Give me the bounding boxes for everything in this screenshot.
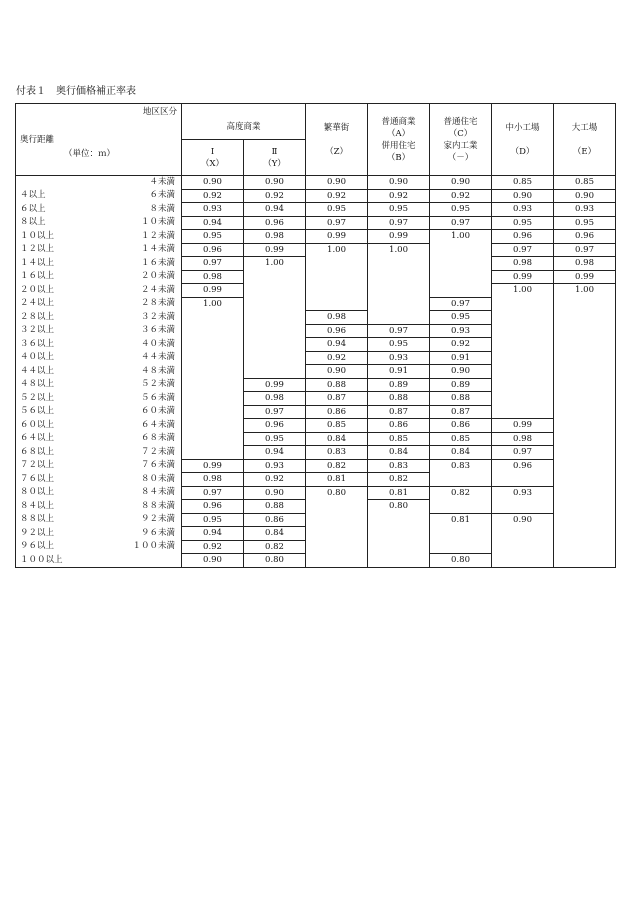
rate-cell-chusho: 0.96 [492,459,554,486]
rate-cell-futsu-jutaku: 0.80 [430,554,492,568]
rate-cell-koudo-2: 0.93 [244,459,306,473]
rate-cell-koudo-1: 0.99 [182,284,244,298]
rate-cell-futsu-shogyo: 0.92 [368,189,430,203]
depth-range-cell [16,216,182,230]
rate-cell-koudo-2: 0.96 [244,419,306,433]
rate-cell-chusho: 0.99 [492,419,554,433]
depth-to: ６０未満 [140,406,175,416]
depth-to: ４８未満 [140,365,175,376]
depth-range-cell [16,473,182,487]
depth-from: ６４以上 [20,433,55,443]
rate-cell-futsu-jutaku: 0.91 [430,351,492,365]
rate-cell-koudo-1: 0.98 [182,270,244,284]
depth-range-cell [16,230,182,244]
rate-cell-futsu-jutaku: 0.84 [430,446,492,460]
rate-cell-futsu-jutaku: 0.92 [430,189,492,203]
rate-cell-koudo-1: 0.90 [182,176,244,190]
depth-range-cell [16,392,182,406]
depth-from: ４８以上 [20,379,55,389]
depth-from: ３６以上 [20,338,55,349]
rate-cell-futsu-jutaku: 0.95 [430,311,492,325]
depth-range-cell [16,446,182,460]
depth-from: １６以上 [20,271,55,281]
rate-cell-futsu-jutaku: 0.95 [430,203,492,217]
rate-cell-chusho: 0.85 [492,176,554,190]
rate-cell-koudo-2: 0.98 [244,392,306,406]
rate-cell-futsu-shogyo: 0.91 [368,365,430,379]
depth-from: ３２以上 [20,325,55,335]
rate-cell-dai: 0.97 [554,243,616,257]
table-body [16,176,616,568]
rate-cell-hanka: 0.98 [306,311,368,325]
table-row [16,230,616,244]
rate-cell-koudo-1: 1.00 [182,297,244,459]
rate-cell-koudo-1: 0.92 [182,540,244,554]
rate-cell-chusho: 0.95 [492,216,554,230]
rate-cell-koudo-2: 0.99 [244,243,306,257]
rate-cell-futsu-shogyo: 0.84 [368,446,430,460]
depth-from: ６０以上 [20,419,55,430]
depth-range-cell [16,324,182,338]
header-koudo: 高度商業 [182,104,306,140]
header-futsu-shogyo: 普通商業 （A） 併用住宅 （B） [368,104,430,176]
rate-cell-futsu-shogyo: 0.95 [368,203,430,217]
depth-from: ７２以上 [20,460,55,470]
rate-cell-dai: 0.95 [554,216,616,230]
rate-cell-futsu-shogyo: 0.88 [368,392,430,406]
rate-cell-futsu-shogyo: 0.82 [368,473,430,487]
depth-from: １０以上 [20,230,55,241]
table-row [16,459,616,473]
table-row [16,446,616,460]
depth-to: ９６未満 [140,527,175,538]
rate-cell-futsu-shogyo: 0.80 [368,500,430,568]
rate-cell-dai: 1.00 [554,284,616,568]
rate-cell-koudo-1: 0.97 [182,257,244,271]
rate-cell-koudo-1: 0.93 [182,203,244,217]
rate-cell-futsu-shogyo: 0.83 [368,459,430,473]
header-chusho: 中小工場 （D） [492,104,554,176]
rate-cell-hanka: 0.95 [306,203,368,217]
rate-cell-hanka: 0.92 [306,189,368,203]
rate-cell-koudo-1: 0.95 [182,230,244,244]
rate-cell-koudo-2: 0.96 [244,216,306,230]
district-label: 地区区分 [142,107,177,117]
rate-cell-koudo-2: 0.82 [244,540,306,554]
depth-to: １６未満 [140,257,175,268]
depth-range-cell [16,527,182,541]
rate-cell-dai: 0.96 [554,230,616,244]
table-row [16,189,616,203]
rate-cell-futsu-shogyo: 0.99 [368,230,430,244]
depth-range-cell [16,540,182,554]
rate-cell-futsu-jutaku: 0.82 [430,486,492,513]
rate-cell-futsu-shogyo: 0.90 [368,176,430,190]
depth-to: ２８未満 [140,298,175,308]
table-row [16,203,616,217]
rate-cell-dai: 0.85 [554,176,616,190]
rate-cell-futsu-jutaku: 0.90 [430,176,492,190]
rate-cell-hanka: 0.96 [306,324,368,338]
depth-to: ７６未満 [140,460,175,470]
depth-to: １００未満 [132,541,175,551]
table-caption: 付表１ 奥行価格補正率表 [16,86,136,97]
rate-cell-hanka: 0.84 [306,432,368,446]
unit-label: （単位：ｍ） [64,149,116,159]
rate-cell-futsu-shogyo: 0.87 [368,405,430,419]
depth-range-cell [16,554,182,568]
depth-range-cell [16,203,182,217]
depth-to: ８８未満 [140,500,175,511]
rate-cell-koudo-1: 0.94 [182,216,244,230]
rate-cell-hanka: 0.83 [306,446,368,460]
rate-cell-koudo-1: 0.94 [182,527,244,541]
rate-cell-futsu-jutaku: 0.85 [430,432,492,446]
depth-from: ２０以上 [20,284,55,295]
rate-cell-koudo-2: 0.86 [244,513,306,527]
rate-cell-hanka: 0.90 [306,365,368,379]
depth-range-cell [16,176,182,190]
depth-from: ９２以上 [20,527,55,538]
depth-to: ６未満 [149,190,175,200]
depth-to: ４未満 [149,177,175,187]
depth-from: ８以上 [20,217,46,227]
rate-cell-futsu-jutaku: 0.92 [430,338,492,352]
depth-to: ６８未満 [140,433,175,443]
rate-cell-futsu-shogyo: 0.95 [368,338,430,352]
depth-to: ４４未満 [140,352,175,362]
depth-from: ８０以上 [20,487,55,497]
depth-to: ８未満 [149,203,175,214]
header-dai: 大工場 （E） [554,104,616,176]
depth-from: ８４以上 [20,500,55,511]
depth-label: 奥行距離 [20,135,55,145]
rate-cell-hanka: 0.82 [306,459,368,473]
header-koudo-2: Ⅱ （Y） [244,140,306,176]
rate-cell-futsu-shogyo: 0.97 [368,216,430,230]
rate-cell-chusho: 0.90 [492,513,554,567]
rate-cell-koudo-2: 0.97 [244,405,306,419]
table-row [16,432,616,446]
rate-cell-futsu-jutaku: 0.89 [430,378,492,392]
depth-from: ５２以上 [20,392,55,403]
rate-cell-futsu-jutaku: 0.90 [430,365,492,379]
rate-cell-hanka: 0.99 [306,230,368,244]
rate-cell-chusho: 0.96 [492,230,554,244]
depth-range-cell [16,405,182,419]
rate-cell-dai: 0.90 [554,189,616,203]
rate-cell-koudo-1: 0.97 [182,486,244,500]
depth-range-cell [16,500,182,514]
rate-cell-chusho: 1.00 [492,284,554,419]
depth-to: ２０未満 [140,271,175,281]
rate-cell-chusho: 0.93 [492,203,554,217]
depth-range-cell [16,365,182,379]
rate-cell-futsu-jutaku: 0.86 [430,419,492,433]
rate-cell-chusho: 0.97 [492,446,554,460]
depth-range-cell [16,297,182,311]
rate-cell-futsu-shogyo: 0.86 [368,419,430,433]
rate-cell-koudo-1: 0.96 [182,500,244,514]
rate-cell-hanka: 0.85 [306,419,368,433]
depth-from: １２以上 [20,244,55,254]
rate-cell-chusho: 0.98 [492,257,554,271]
rate-cell-futsu-jutaku: 0.93 [430,324,492,338]
depth-from: ４０以上 [20,352,55,362]
depth-range-cell [16,419,182,433]
rate-cell-koudo-1: 0.90 [182,554,244,568]
rate-cell-koudo-1: 0.92 [182,189,244,203]
rate-cell-koudo-2: 0.90 [244,176,306,190]
table-row [16,176,616,190]
depth-to: ５２未満 [140,379,175,389]
table-row [16,486,616,500]
rate-cell-futsu-jutaku: 0.81 [430,513,492,554]
rate-cell-futsu-jutaku: 0.97 [430,216,492,230]
rate-cell-koudo-2: 0.80 [244,554,306,568]
rate-cell-hanka: 0.92 [306,351,368,365]
depth-range-cell [16,243,182,257]
rate-cell-dai: 0.93 [554,203,616,217]
depth-range-cell [16,459,182,473]
depth-from: １４以上 [20,257,55,268]
depth-from: ２８以上 [20,311,55,322]
depth-to: １２未満 [140,230,175,241]
header-hanka: 繁華街 （Z） [306,104,368,176]
rate-cell-hanka: 0.88 [306,378,368,392]
depth-range-cell [16,378,182,392]
header-corner [16,104,182,176]
rate-cell-chusho: 0.97 [492,243,554,257]
depth-range-cell [16,257,182,271]
depth-range-cell [16,432,182,446]
depth-range-cell [16,284,182,298]
depth-correction-table [15,103,616,568]
depth-from: ４以上 [20,190,46,200]
rate-cell-koudo-2: 0.92 [244,473,306,487]
depth-range-cell [16,338,182,352]
depth-from: ５６以上 [20,406,55,416]
depth-from: ６８以上 [20,446,55,457]
depth-to: ７２未満 [140,446,175,457]
rate-cell-hanka: 0.87 [306,392,368,406]
depth-to: ９２未満 [140,514,175,524]
rate-cell-dai: 0.99 [554,270,616,284]
depth-to: ８０未満 [140,473,175,484]
depth-to: ３２未満 [140,311,175,322]
depth-from: ７６以上 [20,473,55,484]
rate-cell-koudo-2: 0.95 [244,432,306,446]
depth-from: ４４以上 [20,365,55,376]
depth-from: １００以上 [20,554,63,565]
depth-to: ６４未満 [140,419,175,430]
rate-cell-dai: 0.98 [554,257,616,271]
rate-cell-hanka: 1.00 [306,243,368,311]
depth-range-cell [16,270,182,284]
depth-range-cell [16,189,182,203]
rate-cell-hanka: 0.90 [306,176,368,190]
rate-cell-koudo-2: 0.99 [244,378,306,392]
depth-to: ３６未満 [140,325,175,335]
rate-cell-koudo-1: 0.99 [182,459,244,473]
rate-cell-koudo-2: 0.92 [244,189,306,203]
rate-cell-koudo-2: 0.94 [244,203,306,217]
table-row [16,419,616,433]
depth-from: ８８以上 [20,514,55,524]
rate-cell-koudo-1: 0.96 [182,243,244,257]
rate-cell-futsu-jutaku: 0.88 [430,392,492,406]
depth-range-cell [16,486,182,500]
rate-cell-koudo-2: 0.98 [244,230,306,244]
header-koudo-1: Ⅰ （X） [182,140,244,176]
rate-cell-hanka: 0.81 [306,473,368,487]
rate-cell-futsu-shogyo: 0.85 [368,432,430,446]
rate-cell-futsu-shogyo: 0.97 [368,324,430,338]
depth-range-cell [16,513,182,527]
rate-cell-koudo-1: 0.98 [182,473,244,487]
rate-cell-chusho: 0.98 [492,432,554,446]
rate-cell-futsu-shogyo: 0.89 [368,378,430,392]
rate-cell-hanka: 0.97 [306,216,368,230]
table-row [16,216,616,230]
rate-cell-hanka: 0.94 [306,338,368,352]
depth-to: ８４未満 [140,487,175,497]
depth-range-cell [16,311,182,325]
rate-cell-koudo-2: 0.88 [244,500,306,514]
rate-cell-futsu-shogyo: 0.93 [368,351,430,365]
rate-cell-chusho: 0.99 [492,270,554,284]
rate-cell-futsu-jutaku: 0.83 [430,459,492,486]
table-row [16,243,616,257]
rate-cell-hanka: 0.80 [306,486,368,567]
depth-to: １４未満 [140,244,175,254]
depth-to: ５６未満 [140,392,175,403]
header-futsu-jutaku: 普通住宅 （C） 家内工業 （－） [430,104,492,176]
depth-from: ６以上 [20,203,46,214]
rate-cell-koudo-2: 1.00 [244,257,306,379]
rate-cell-futsu-shogyo: 0.81 [368,486,430,500]
rate-cell-koudo-2: 0.84 [244,527,306,541]
rate-cell-futsu-jutaku: 1.00 [430,230,492,298]
rate-cell-chusho: 0.93 [492,486,554,513]
rate-cell-hanka: 0.86 [306,405,368,419]
rate-cell-koudo-2: 0.90 [244,486,306,500]
rate-cell-futsu-shogyo: 1.00 [368,243,430,324]
depth-to: ２４未満 [140,284,175,295]
rate-cell-koudo-1: 0.95 [182,513,244,527]
depth-to: ４０未満 [140,338,175,349]
rate-cell-koudo-2: 0.94 [244,446,306,460]
depth-range-cell [16,351,182,365]
table-header [16,104,616,176]
depth-from: ９６以上 [20,541,55,551]
rate-cell-chusho: 0.90 [492,189,554,203]
depth-from: ２４以上 [20,298,55,308]
depth-to: １０未満 [140,217,175,227]
rate-cell-futsu-jutaku: 0.97 [430,297,492,311]
rate-cell-futsu-jutaku: 0.87 [430,405,492,419]
